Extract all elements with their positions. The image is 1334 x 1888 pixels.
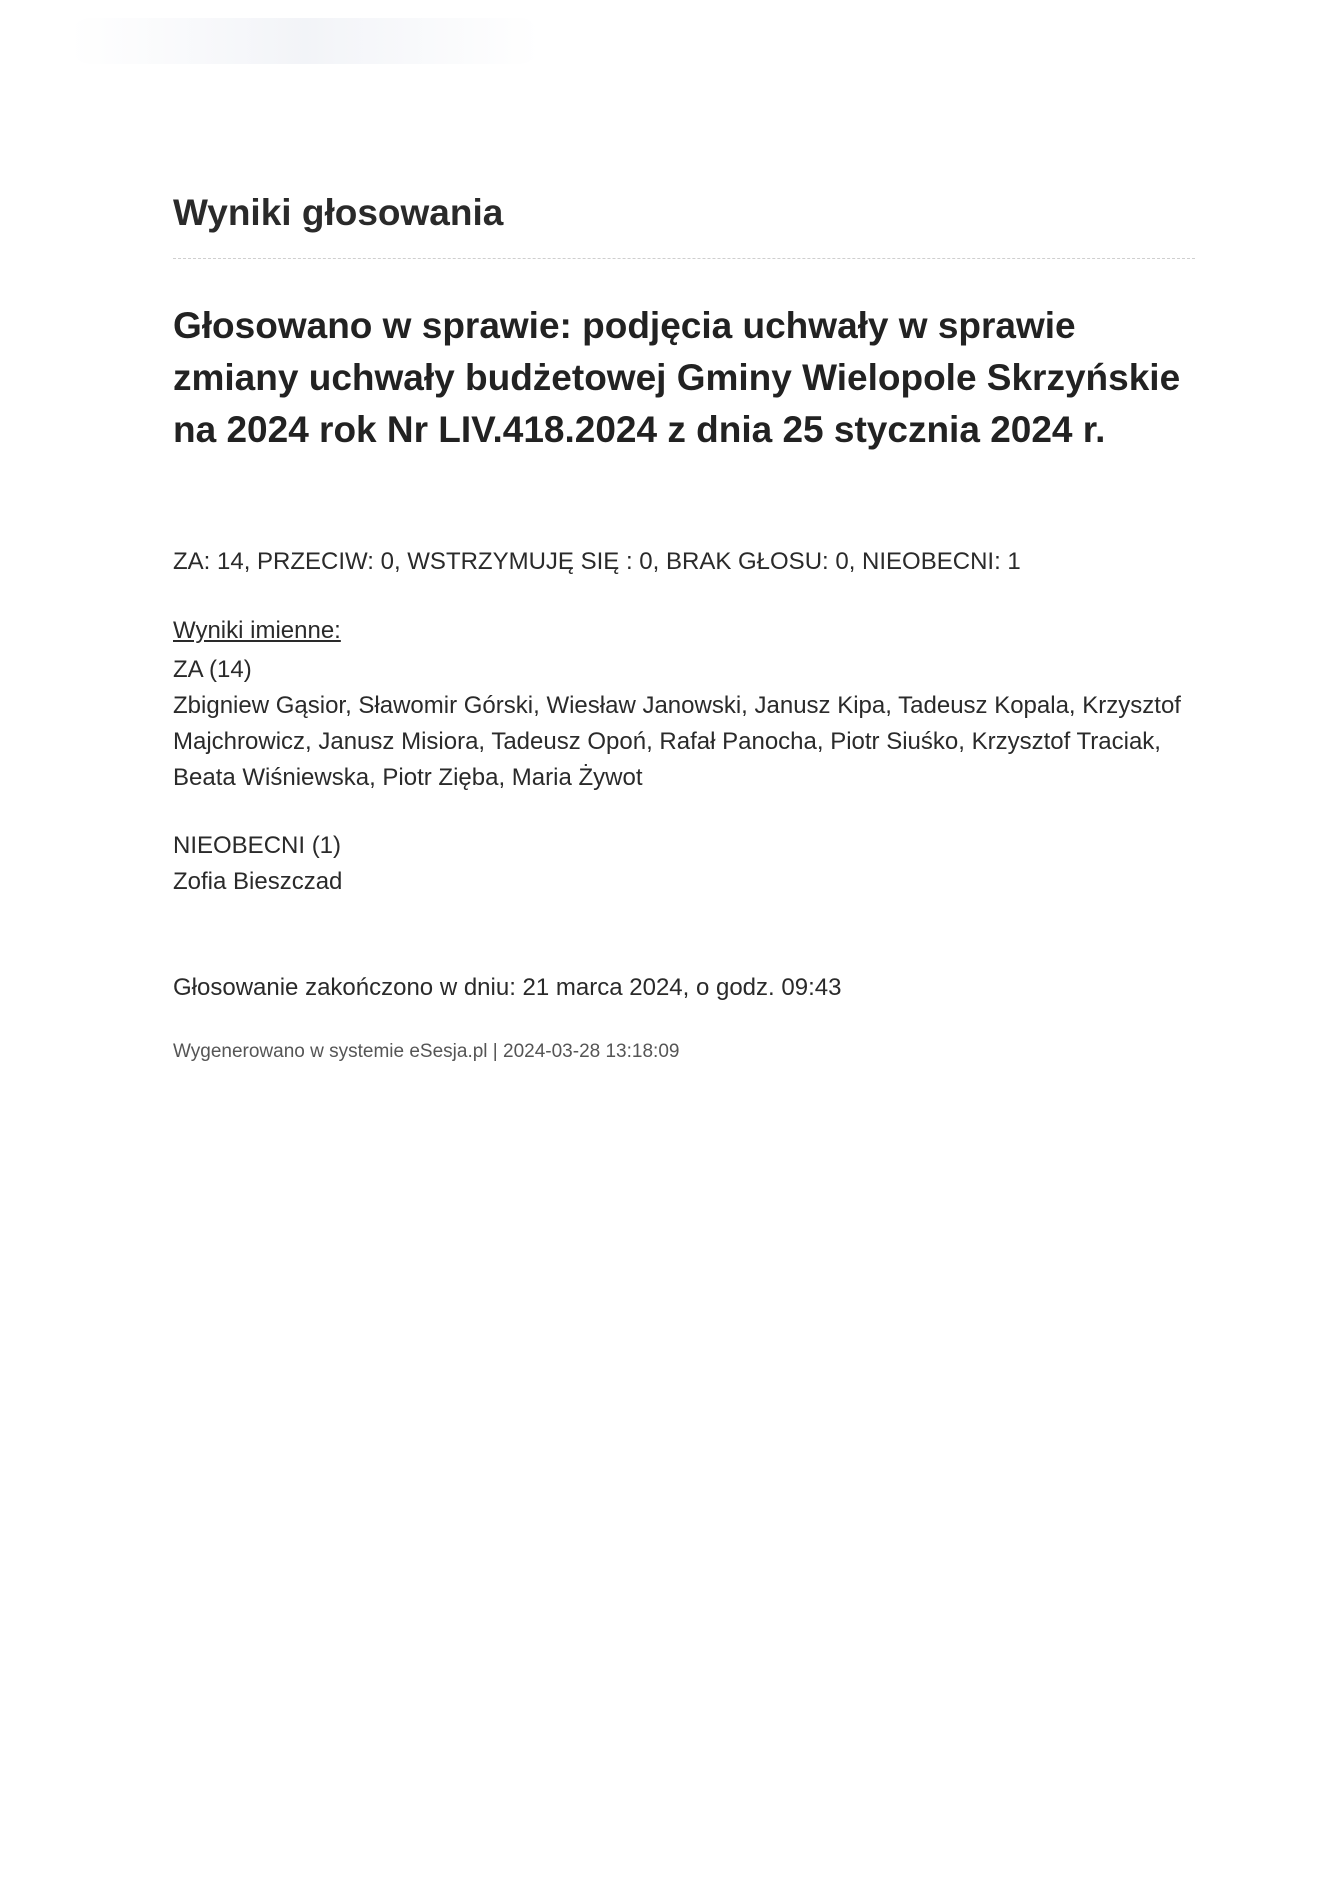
generated-footer: Wygenerowano w systemie eSesja.pl | 2024-03-28 13:18:09 — [173, 1041, 680, 1062]
title-divider — [173, 258, 1195, 259]
vote-subject: Głosowano w sprawie: podjęcia uchwały w sprawie zmiany uchwały budżetowej Gminy Wielopole Skrzyńskie na 2024 rok Nr LIV.418.2024 z dnia 25 stycznia 2024 r. — [173, 305, 1181, 450]
vote-group-title: NIEOBECNI (1) — [173, 832, 342, 859]
scan-artifact — [70, 18, 540, 64]
page-title: Wyniki głosowania — [173, 192, 504, 233]
vote-group-title: ZA (14) — [173, 656, 252, 683]
vote-group-names: Zofia Bieszczad — [173, 868, 343, 895]
vote-summary: ZA: 14, PRZECIW: 0, WSTRZYMUJĘ SIĘ : 0, BRAK GŁOSU: 0, NIEOBECNI: 1 — [173, 548, 1021, 575]
vote-group-names: Zbigniew Gąsior, Sławomir Górski, Wiesław Janowski, Janusz Kipa, Tadeusz Kopala, Krzysztof Majchrowicz, Janusz Misiora, Tadeusz Opoń, Rafał Panocha, Piotr Siuśko, Krzysztof Traciak, Beata Wiśniewska, Piotr Zięba, Maria Żywot — [173, 692, 1181, 791]
named-results-label: Wyniki imienne: — [173, 617, 341, 644]
vote-group-absent — [173, 828, 1193, 900]
vote-ended-info: Głosowanie zakończono w dniu: 21 marca 2024, o godz. 09:43 — [173, 974, 842, 1001]
vote-group-za — [173, 652, 1193, 796]
